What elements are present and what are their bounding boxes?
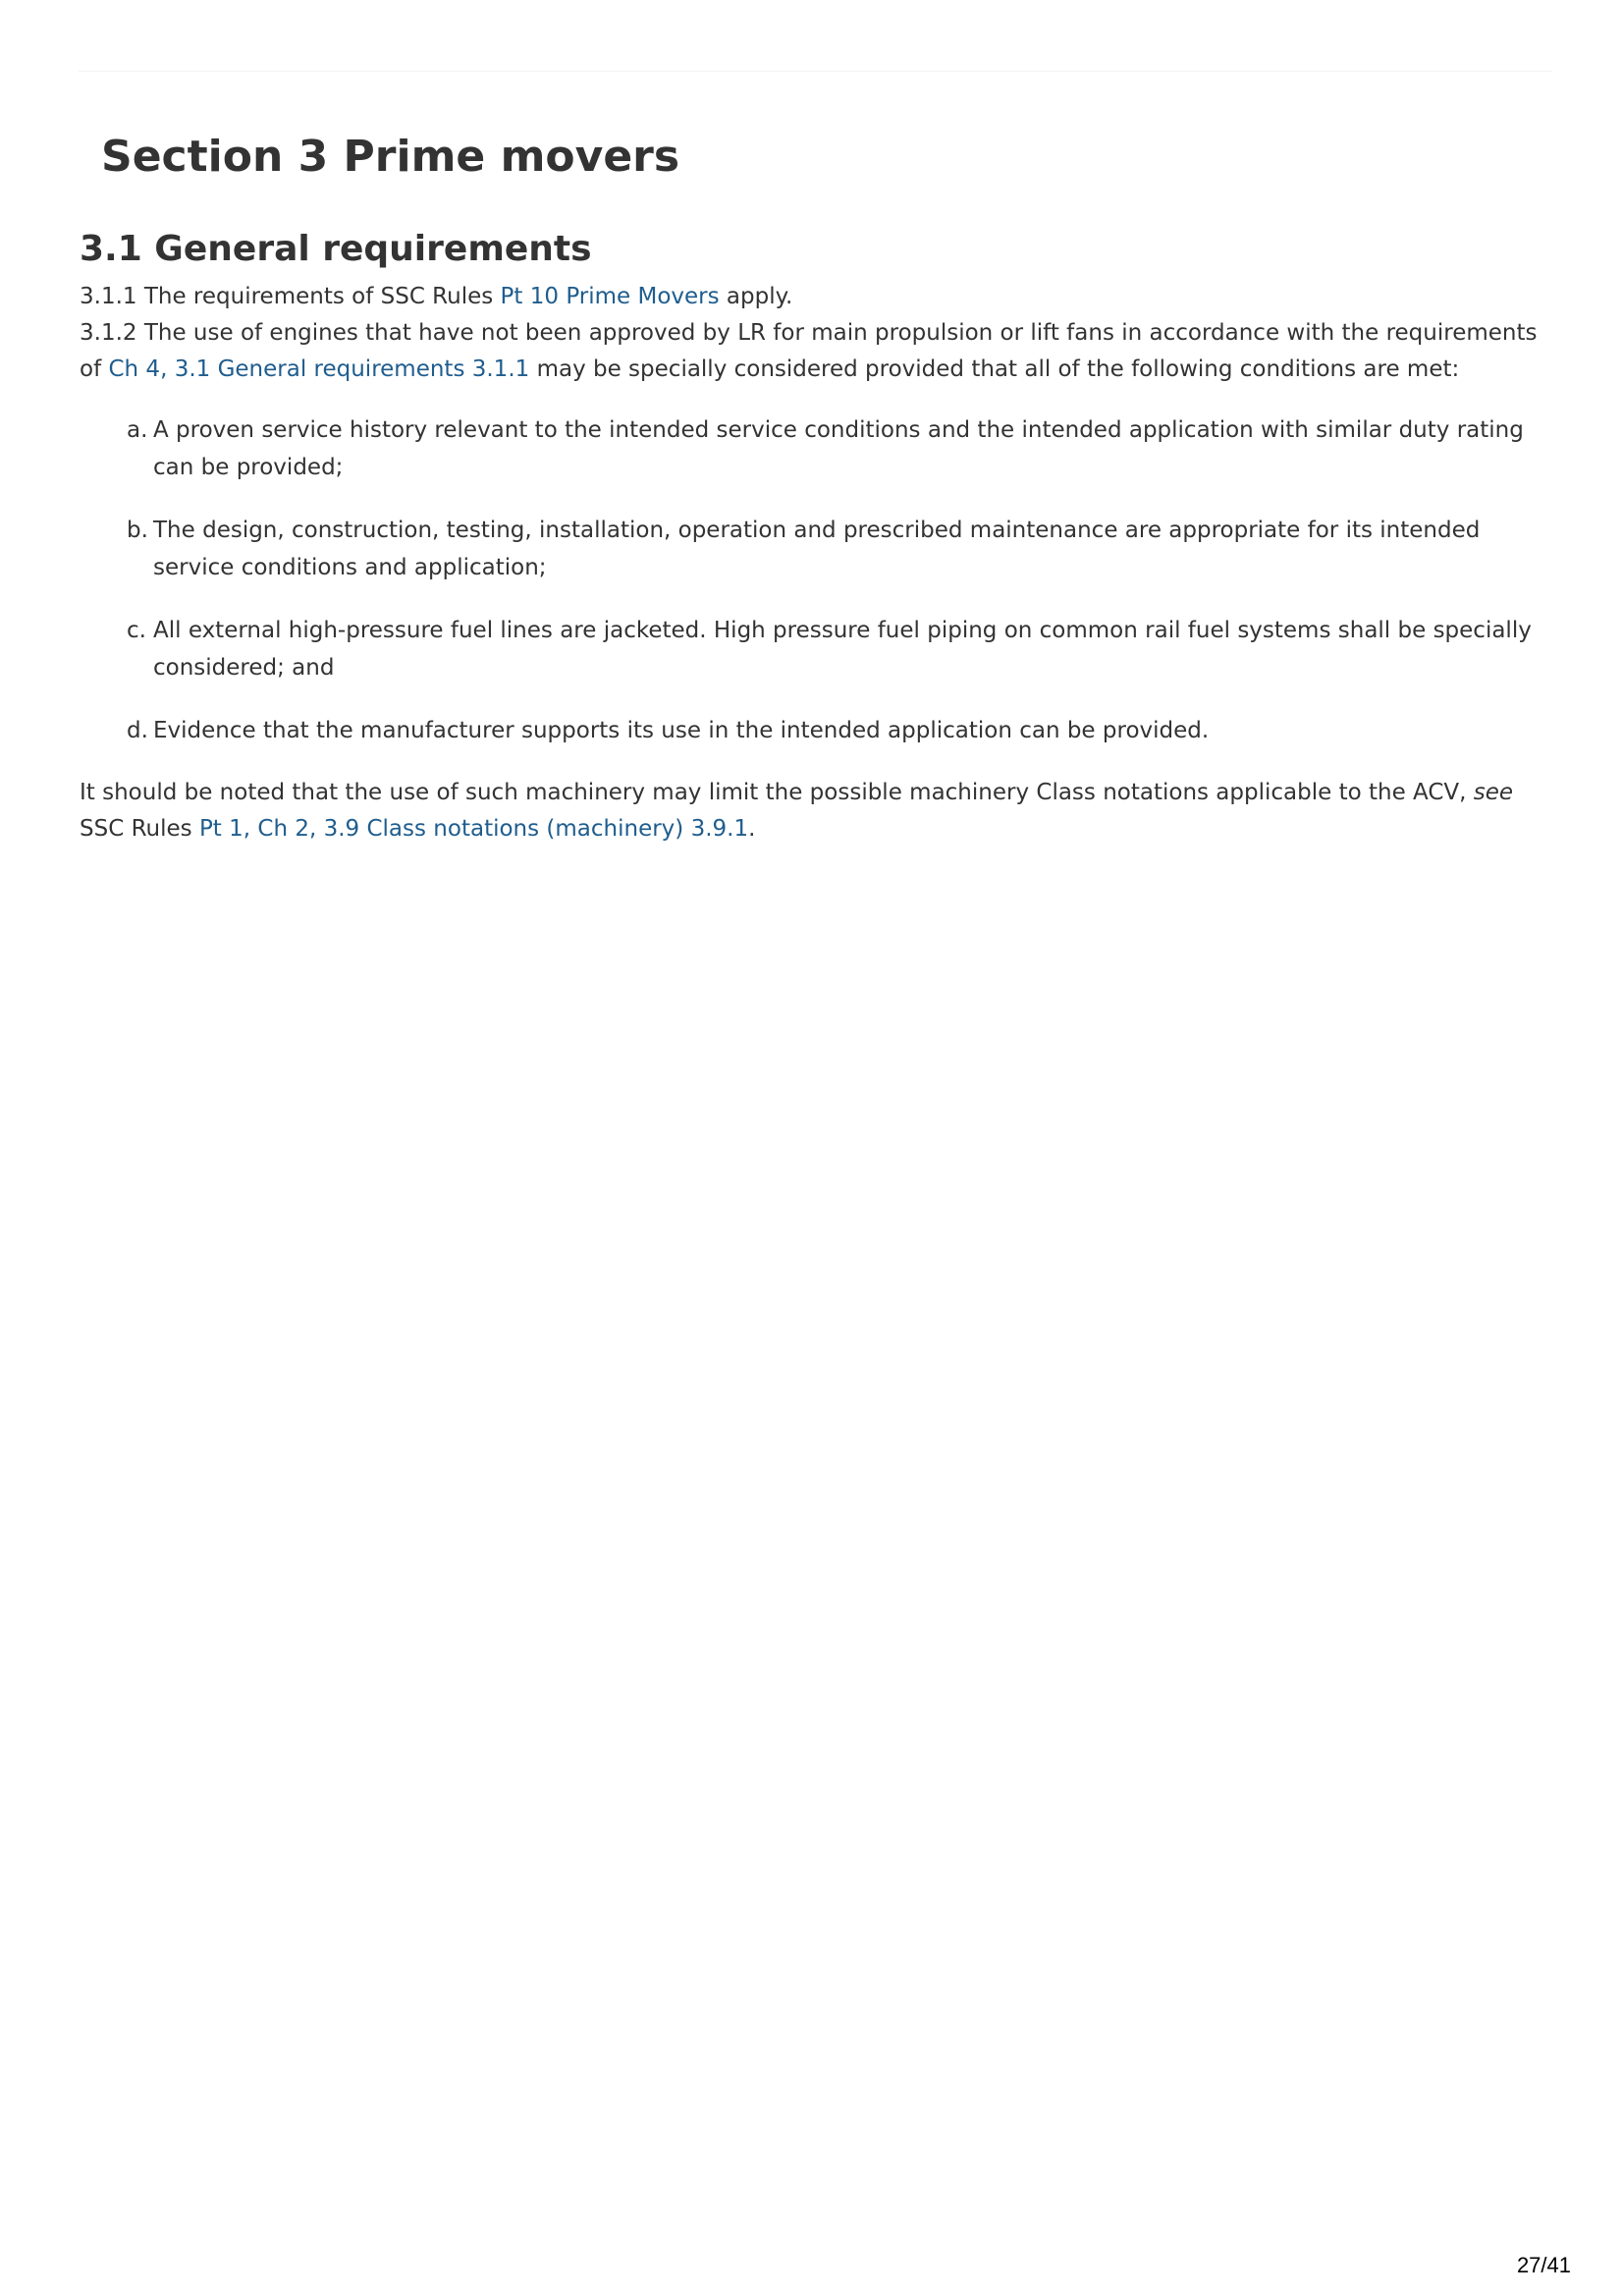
- paragraph-text: apply.: [719, 284, 793, 309]
- paragraph-text: .: [748, 816, 756, 842]
- paragraph-3-1-1: [80, 279, 1552, 315]
- list-item-text: A proven service history relevant to the intended service conditions and the intended application with similar duty rating can be provided;: [153, 417, 1524, 480]
- list-item-text: All external high-pressure fuel lines are jacketed. High pressure fuel piping on common rail fuel systems shall be specially considered; and: [153, 618, 1532, 681]
- list-marker: c.: [127, 618, 146, 643]
- list-item-text: Evidence that the manufacturer supports its use in the intended application can be provided.: [153, 718, 1210, 743]
- list-marker: a.: [127, 417, 148, 443]
- paragraph-text: 3.1.2 The use of engines that have not been approved by LR for main propulsion or lift fans in accordance with the requirements of: [80, 320, 1538, 382]
- paragraph-text: 3.1.1 The requirements of SSC Rules: [80, 284, 501, 309]
- list-item: [80, 612, 1552, 686]
- header-divider: [79, 71, 1551, 72]
- page-number: 27/41: [1516, 2253, 1571, 2277]
- subsection-title: 3.1 General requirements: [80, 229, 592, 269]
- list-item: [80, 712, 1552, 749]
- document-content: [80, 118, 1552, 847]
- conditions-list: [80, 411, 1552, 749]
- italic-see: see: [1473, 780, 1514, 805]
- paragraph-text: It should be noted that the use of such machinery may limit the possible machinery Class notations applicable to the ACV,: [80, 780, 1474, 805]
- paragraph-text: SSC Rules: [80, 816, 199, 842]
- link-class-notations-machinery[interactable]: Pt 1, Ch 2, 3.9 Class notations (machinery) 3.9.1: [198, 816, 749, 842]
- link-pt10-prime-movers[interactable]: Pt 10 Prime Movers: [500, 284, 720, 309]
- machinery-note: [80, 775, 1552, 847]
- link-ch4-general-requirements[interactable]: Ch 4, 3.1 General requirements 3.1.1: [108, 356, 530, 382]
- list-marker: d.: [127, 718, 148, 743]
- list-item-text: The design, construction, testing, installation, operation and prescribed maintenance are appropriate for its intended service conditions and application;: [153, 518, 1481, 580]
- paragraph-3-1-2: [80, 315, 1552, 388]
- section-title: Section 3 Prime movers: [101, 132, 680, 182]
- list-item: [80, 512, 1552, 586]
- paragraph-text: may be specially considered provided that all of the following conditions are met:: [529, 356, 1460, 382]
- list-item: [80, 411, 1552, 486]
- list-marker: b.: [127, 518, 148, 543]
